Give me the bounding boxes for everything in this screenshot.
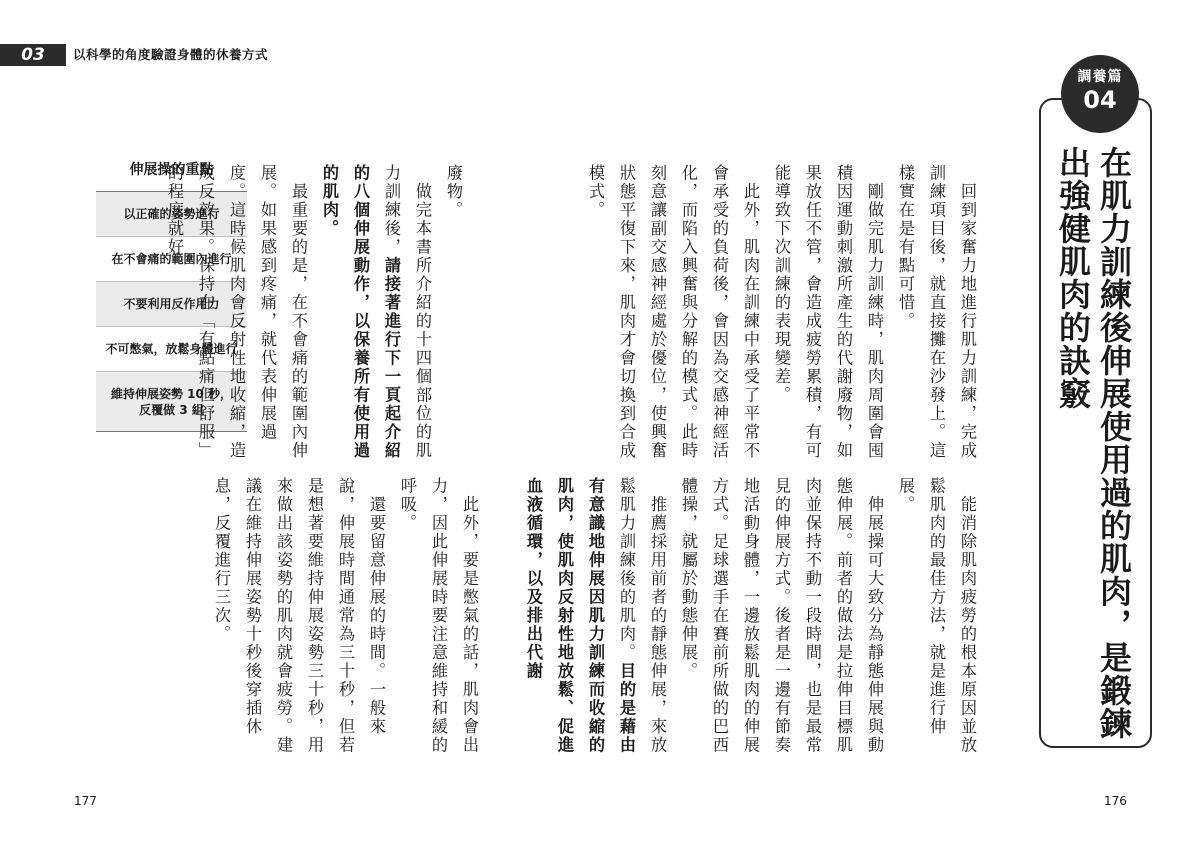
- right-top-p2: 剛做完肌力訓練時，肌肉周圍會囤積因運動刺激所產生的代謝廢物，如果放任不管，會造成疲勞累積，有可能導致下次訓練的表現變差。: [772, 164, 884, 460]
- page-number-right: 176: [1104, 794, 1127, 808]
- right-bottom-p3: 推薦採用前者的靜態伸展，來放鬆肌力訓練後的肌肉。: [617, 477, 667, 755]
- left-top-p0: 廢物。: [444, 164, 463, 220]
- stretch-point-item: 以正確的姿勢進行: [96, 192, 247, 237]
- right-bottom-text: [524, 477, 1014, 767]
- right-top-p3: 此外，肌肉在訓練中承受了平常不會承受的負荷後，會因為交感神經活化，而陷入興奮與分解的模式。此時刻意讓副交感神經處於優位，使興奮狀態平復下來，肌肉才會切換到合成模式。: [586, 164, 760, 460]
- chapter-number-box: 03: [0, 44, 66, 66]
- right-bottom-p2: 伸展操可大致分為靜態伸展與動態伸展。前者的做法是拉伸目標肌肉並保持不動一段時間，也是最常見的伸展方式。後者是一邊有節奏地活動身體，一邊放鬆肌肉的伸展方式。足球選手在賽前所做的巴西體操，就屬於動態伸展。: [679, 477, 884, 755]
- left-top-p1a: 做完本書所介紹的十四個部位的肌力訓練後，: [382, 164, 432, 460]
- left-bottom-text: [212, 477, 516, 767]
- left-top-p2: 最重要的是，在不會痛的範圍內伸展。如果感到疼痛，就代表伸展過度。這時候肌肉會反射性地收縮，造成反效果。保持在「有點痛但舒服」的程度就好。: [165, 164, 308, 460]
- section-label: 調養篇: [1077, 69, 1123, 85]
- stretch-point-item: 不要利用反作用力: [96, 282, 247, 327]
- stretch-point-item: 維持伸展姿勢 10 秒， 反覆做 3 組: [96, 372, 247, 431]
- left-top-p1-bold: 請接著進行下一頁起介紹的八個伸展動作，以保養所有使用過的肌肉。: [320, 164, 401, 460]
- right-bottom-bold: 目的是藉由有意識地伸展因肌力訓練而收縮的肌肉，使肌肉反射性地放鬆、促進血液循環，以及排出代謝: [524, 477, 636, 755]
- right-top-text: [586, 164, 1014, 464]
- page-number-left: 177: [74, 794, 97, 808]
- section-number: 04: [1083, 86, 1117, 114]
- section-badge: [1061, 55, 1139, 133]
- article-title: 在肌力訓練後伸展使用過的肌肉，是鍛鍊出強健肌肉的訣竅: [1054, 146, 1133, 740]
- right-top-p1: 回到家奮力地進行肌力訓練，完成訓練項目後，就直接攤在沙發上。這樣實在是有點可惜。: [896, 164, 977, 460]
- stretch-point-item: 在不會痛的範圍內進行: [96, 237, 247, 282]
- left-bottom-p1: 此外，要是憋氣的話，肌肉會出力，因此伸展時要注意維持和緩的呼吸。: [398, 477, 479, 755]
- right-bottom-p1: 能消除肌肉疲勞的根本原因並放鬆肌肉的最佳方法，就是進行伸展。: [896, 477, 977, 755]
- left-bottom-p2: 還要留意伸展的時間。一般來說，伸展時間通常為三十秒，但若是想著要維持伸展姿勢三十秒，用來做出該姿勢的肌肉就會疲勞。建議在維持伸展姿勢十秒後穿插休息，反覆進行三次。: [212, 477, 386, 755]
- stretch-point-item: 不可憋氣，放鬆身體進行: [96, 327, 247, 372]
- chapter-title: 以科學的角度驗證身體的休養方式: [73, 47, 269, 62]
- sidebar-title: 伸展操的重點: [129, 162, 214, 178]
